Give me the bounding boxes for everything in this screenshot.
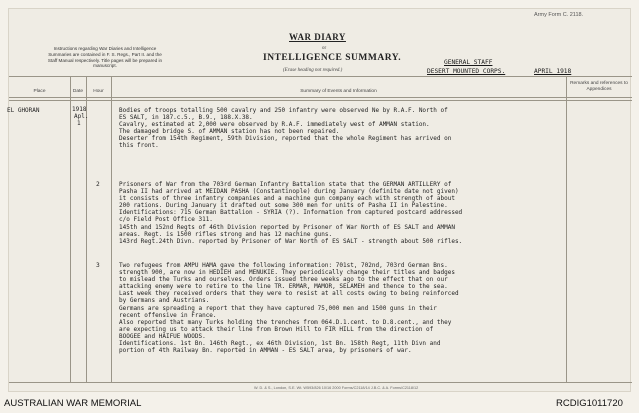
entry-day-1: Bodies of troops totalling 500 cavalry and 250 infantry were observed Ne by R.A.F. North of ES SALT, in 187.c.5., B.9., 188.X.38. Cavalry, estimated at 2,000 were observed by R.A.F. immediately west of AMMAN station. The damaged bridge S. of AMMAN station has not been repaired. Deserter from 154th Regiment, 59th Division, reported that the whole Regiment has arrived on this front. (119, 107, 452, 150)
header-double-rule (9, 100, 632, 101)
unit-line-2: DESERT MOUNTED CORPS. (427, 68, 506, 75)
date-month: Apl. (74, 113, 89, 120)
entry-day-2: Prisoners of War from the 703rd German Infantry Battalion state that the GERMAN ARTILLERY of Pasha II had arrived at MEIDAN PASHA (Constantinople) during January (definite date not given) it consists of three infantry companies and a machine gun company each with strength of about 200 rations. During January it drafted out some 300 men for units of Pasha II in Palestine. Identifications: 715 German Battalion - SYRIA (?). Information from captured postcard addressed c/o Field Post Office 311. 145th and 152nd Regts of 46th Division reported by Prisoner of War North of ES SALT and AMMAN areas. Regt. is 1500 rifles strong and has 12 machine guns. 143rd Regt.24th Divn. reported by Prisoner of War North of ES SALT - strength about 500 rifles. (119, 181, 463, 245)
title-or: or (322, 46, 327, 51)
column-header-date: Date (72, 89, 84, 94)
army-form-number: Army Form C. 2118. (534, 12, 584, 18)
entry-day-3: Two refugees from AMPU HAMA gave the following information: 701st, 702nd, 703rd German Bns. strength 900, are now in HEDIEH and MENUKIE. They periodically change their titles and badges to mislead the Turks and ourselves. Orders issued three weeks ago to the effect that on our attacking enemy were to retire to the line TR. ERMAR, MAMOR, SELAMEH and thence to the sea. Last week they received orders that they were to resist at all costs owing to being reinforced by Germans and Austrians. Germans are spreading a report that they have captured 75,000 men and 1500 guns in their recent offensive in France. Also reported that many Turks holding the trenches from 064.D.1.cent. to D.8.cent., and they are expecting us to attack their line from Brown Hill to FIR HILL from the direction of BOOGEE and HAIFUE WOODS. Identifications. 1st Bn. 146th Regt., ex 46th Division, 1st Bn. 158th Regt, 11th Divn and portion of 4th Railway Bn. reported in AMMAN - ES SALT area, by prisoners of war. (119, 262, 459, 355)
column-divider (111, 76, 112, 382)
instructions-note: Instructions regarding War Diaries and Intelligence Summaries are contained in F. S. Regs., Part II. and the Staff Manual respectively. Title pages will be prepared in manuscript. (47, 46, 163, 69)
table-bottom-rule (9, 382, 632, 383)
date-year: 1918 (72, 106, 87, 113)
entry-day-number: 2 (96, 181, 100, 188)
document-subtitle: INTELLIGENCE SUMMARY. (263, 53, 402, 63)
column-divider (70, 76, 71, 382)
document-title: WAR DIARY (289, 32, 346, 42)
diary-month: APRIL 1918 (534, 68, 572, 75)
column-header-remarks: Remarks and references to Appendices (570, 81, 628, 92)
printer-imprint: W. D. & S., London, S.E. Wt. W593/826 10/16 2000 Forms/C2118/14 J.B.C. & A. Forms/C2118/12 (254, 386, 419, 390)
archive-caption: AUSTRALIAN WAR MEMORIAL (4, 398, 142, 409)
place-cell: EL GHORAN (7, 107, 40, 114)
unit-line-1: GENERAL STAFF (444, 59, 493, 66)
erase-note: (Erase heading not required.) (283, 68, 343, 73)
date-day: 1 (77, 120, 81, 127)
column-divider (566, 76, 567, 382)
record-id: RCDIG1011720 (556, 398, 623, 409)
table-top-rule (9, 76, 632, 77)
column-header-hour: Hour (93, 89, 104, 94)
column-divider (86, 76, 87, 382)
column-header-place: Place (33, 89, 46, 94)
entry-day-number: 3 (96, 262, 100, 269)
column-header-summary: Summary of Events and Information (300, 89, 377, 94)
war-diary-page (8, 8, 631, 392)
header-bottom-rule (9, 97, 632, 98)
